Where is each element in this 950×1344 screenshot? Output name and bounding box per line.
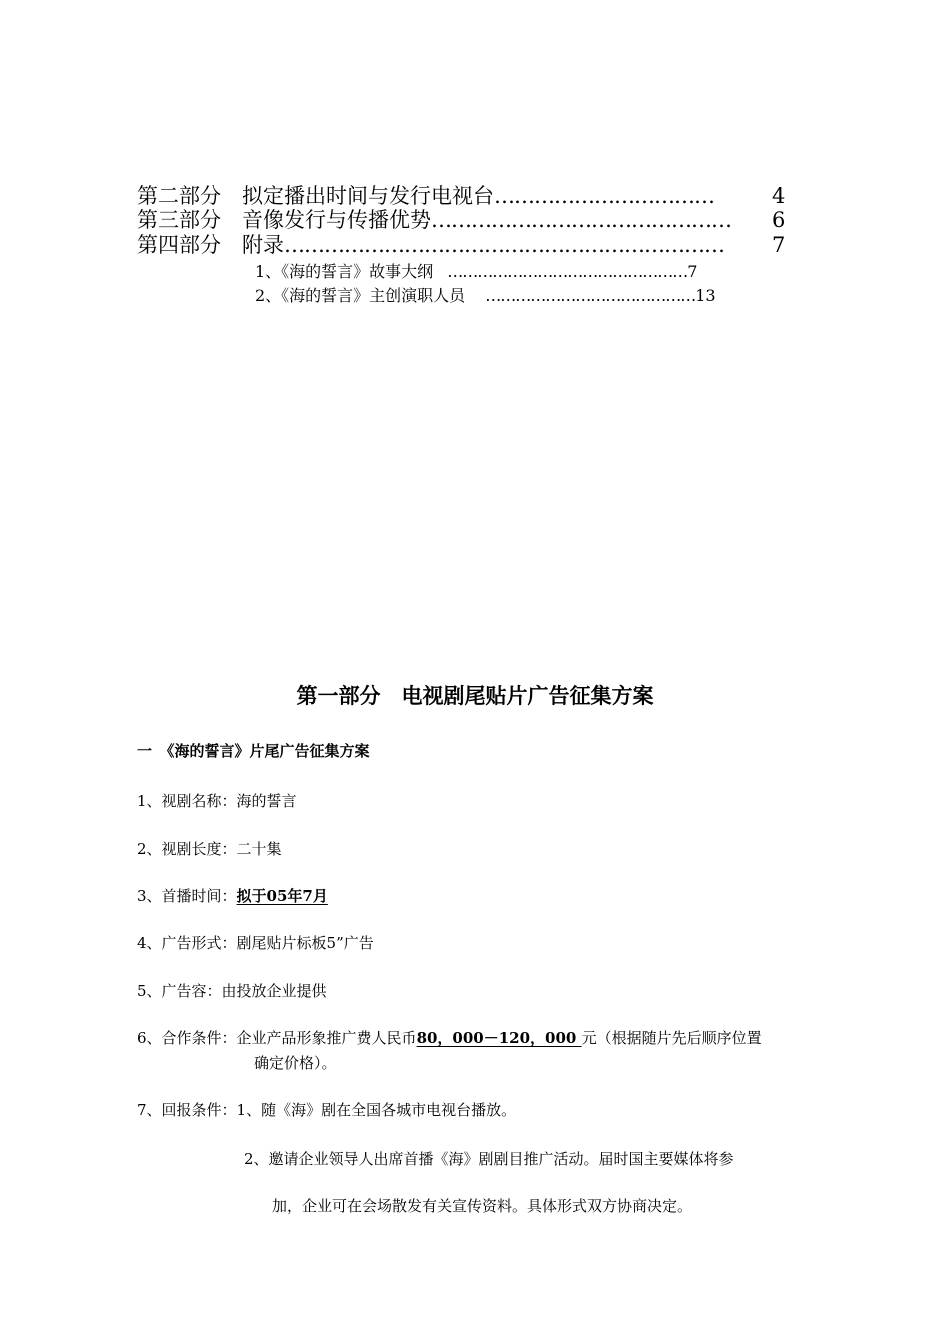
- item-label: 7、回报条件：: [137, 1101, 237, 1119]
- toc-label: 2、《海的誓言》主创演职人员: [255, 286, 466, 305]
- item-amount: 80，000－120，000: [416, 1029, 582, 1047]
- item-cooperation-terms: [137, 1028, 762, 1048]
- toc-page-number: 6: [772, 208, 786, 232]
- toc-label: 1、《海的誓言》故事大纲: [255, 262, 434, 281]
- item-value: 二十集: [236, 840, 282, 858]
- item-cooperation-terms-line2: 确定价格）。: [254, 1054, 337, 1072]
- toc-page-number: 7: [772, 233, 786, 257]
- item-value: 由投放企业提供: [221, 982, 327, 1000]
- toc-leader-dots: ……………………………………: [485, 286, 696, 305]
- item-ad-format: [137, 933, 374, 953]
- toc-entry-part2[interactable]: [137, 184, 714, 208]
- item-value: 剧尾贴片标板5”广告: [236, 934, 374, 952]
- item-label: 4、广告形式：: [137, 934, 237, 952]
- item-return-terms: [137, 1100, 516, 1120]
- section-title: 第一部分 电视剧尾贴片广告征集方案: [296, 684, 654, 708]
- item-ad-content: [137, 981, 327, 1001]
- item-value-suffix: 元（根据随片先后顺序位置: [581, 1029, 762, 1047]
- toc-subentry-synopsis[interactable]: [255, 262, 697, 282]
- toc-label: 第二部分 拟定播出时间与发行电视台: [137, 184, 494, 208]
- toc-leader-dots: …………………………………………………………: [284, 233, 724, 257]
- toc-page-number: 4: [772, 184, 786, 208]
- toc-entry-part3[interactable]: [137, 208, 731, 232]
- toc-leader-dots: …………………………………………: [447, 262, 688, 281]
- toc-label: 第三部分 音像发行与传播优势: [137, 208, 431, 232]
- toc-label: 第四部分 附录: [137, 233, 284, 257]
- item-value-prefix: 企业产品形象推广费人民币: [236, 1029, 417, 1047]
- item-premiere-time: [137, 886, 328, 906]
- toc-entry-part4[interactable]: [137, 233, 724, 257]
- item-label: 2、视剧长度：: [137, 840, 237, 858]
- item-label: 5、广告容：: [137, 982, 222, 1000]
- item-label: 6、合作条件：: [137, 1029, 237, 1047]
- item-return-terms-2-line2: 加，企业可在会场散发有关宣传资料。具体形式双方协商决定。: [272, 1197, 693, 1215]
- item-label: 1、视剧名称：: [137, 792, 237, 810]
- toc-page-number: 7: [687, 262, 698, 281]
- item-drama-name: [137, 791, 297, 811]
- item-value: 1、随《海》剧在全国各城市电视台播放。: [236, 1101, 517, 1119]
- toc-leader-dots: ………………………………………: [431, 208, 731, 232]
- item-value: 拟于05年7月: [236, 887, 328, 905]
- toc-leader-dots: ……………………………: [494, 184, 714, 208]
- toc-subentry-crew[interactable]: [255, 286, 716, 306]
- item-value: 海的誓言: [236, 792, 297, 810]
- toc-page-number: 13: [695, 286, 716, 305]
- subheading: 一 《海的誓言》片尾广告征集方案: [137, 742, 370, 760]
- item-return-terms-2-line1: 2、邀请企业领导人出席首播《海》剧剧目推广活动。届时国主要媒体将参: [244, 1150, 734, 1168]
- item-drama-length: [137, 839, 282, 859]
- item-label: 3、首播时间：: [137, 887, 237, 905]
